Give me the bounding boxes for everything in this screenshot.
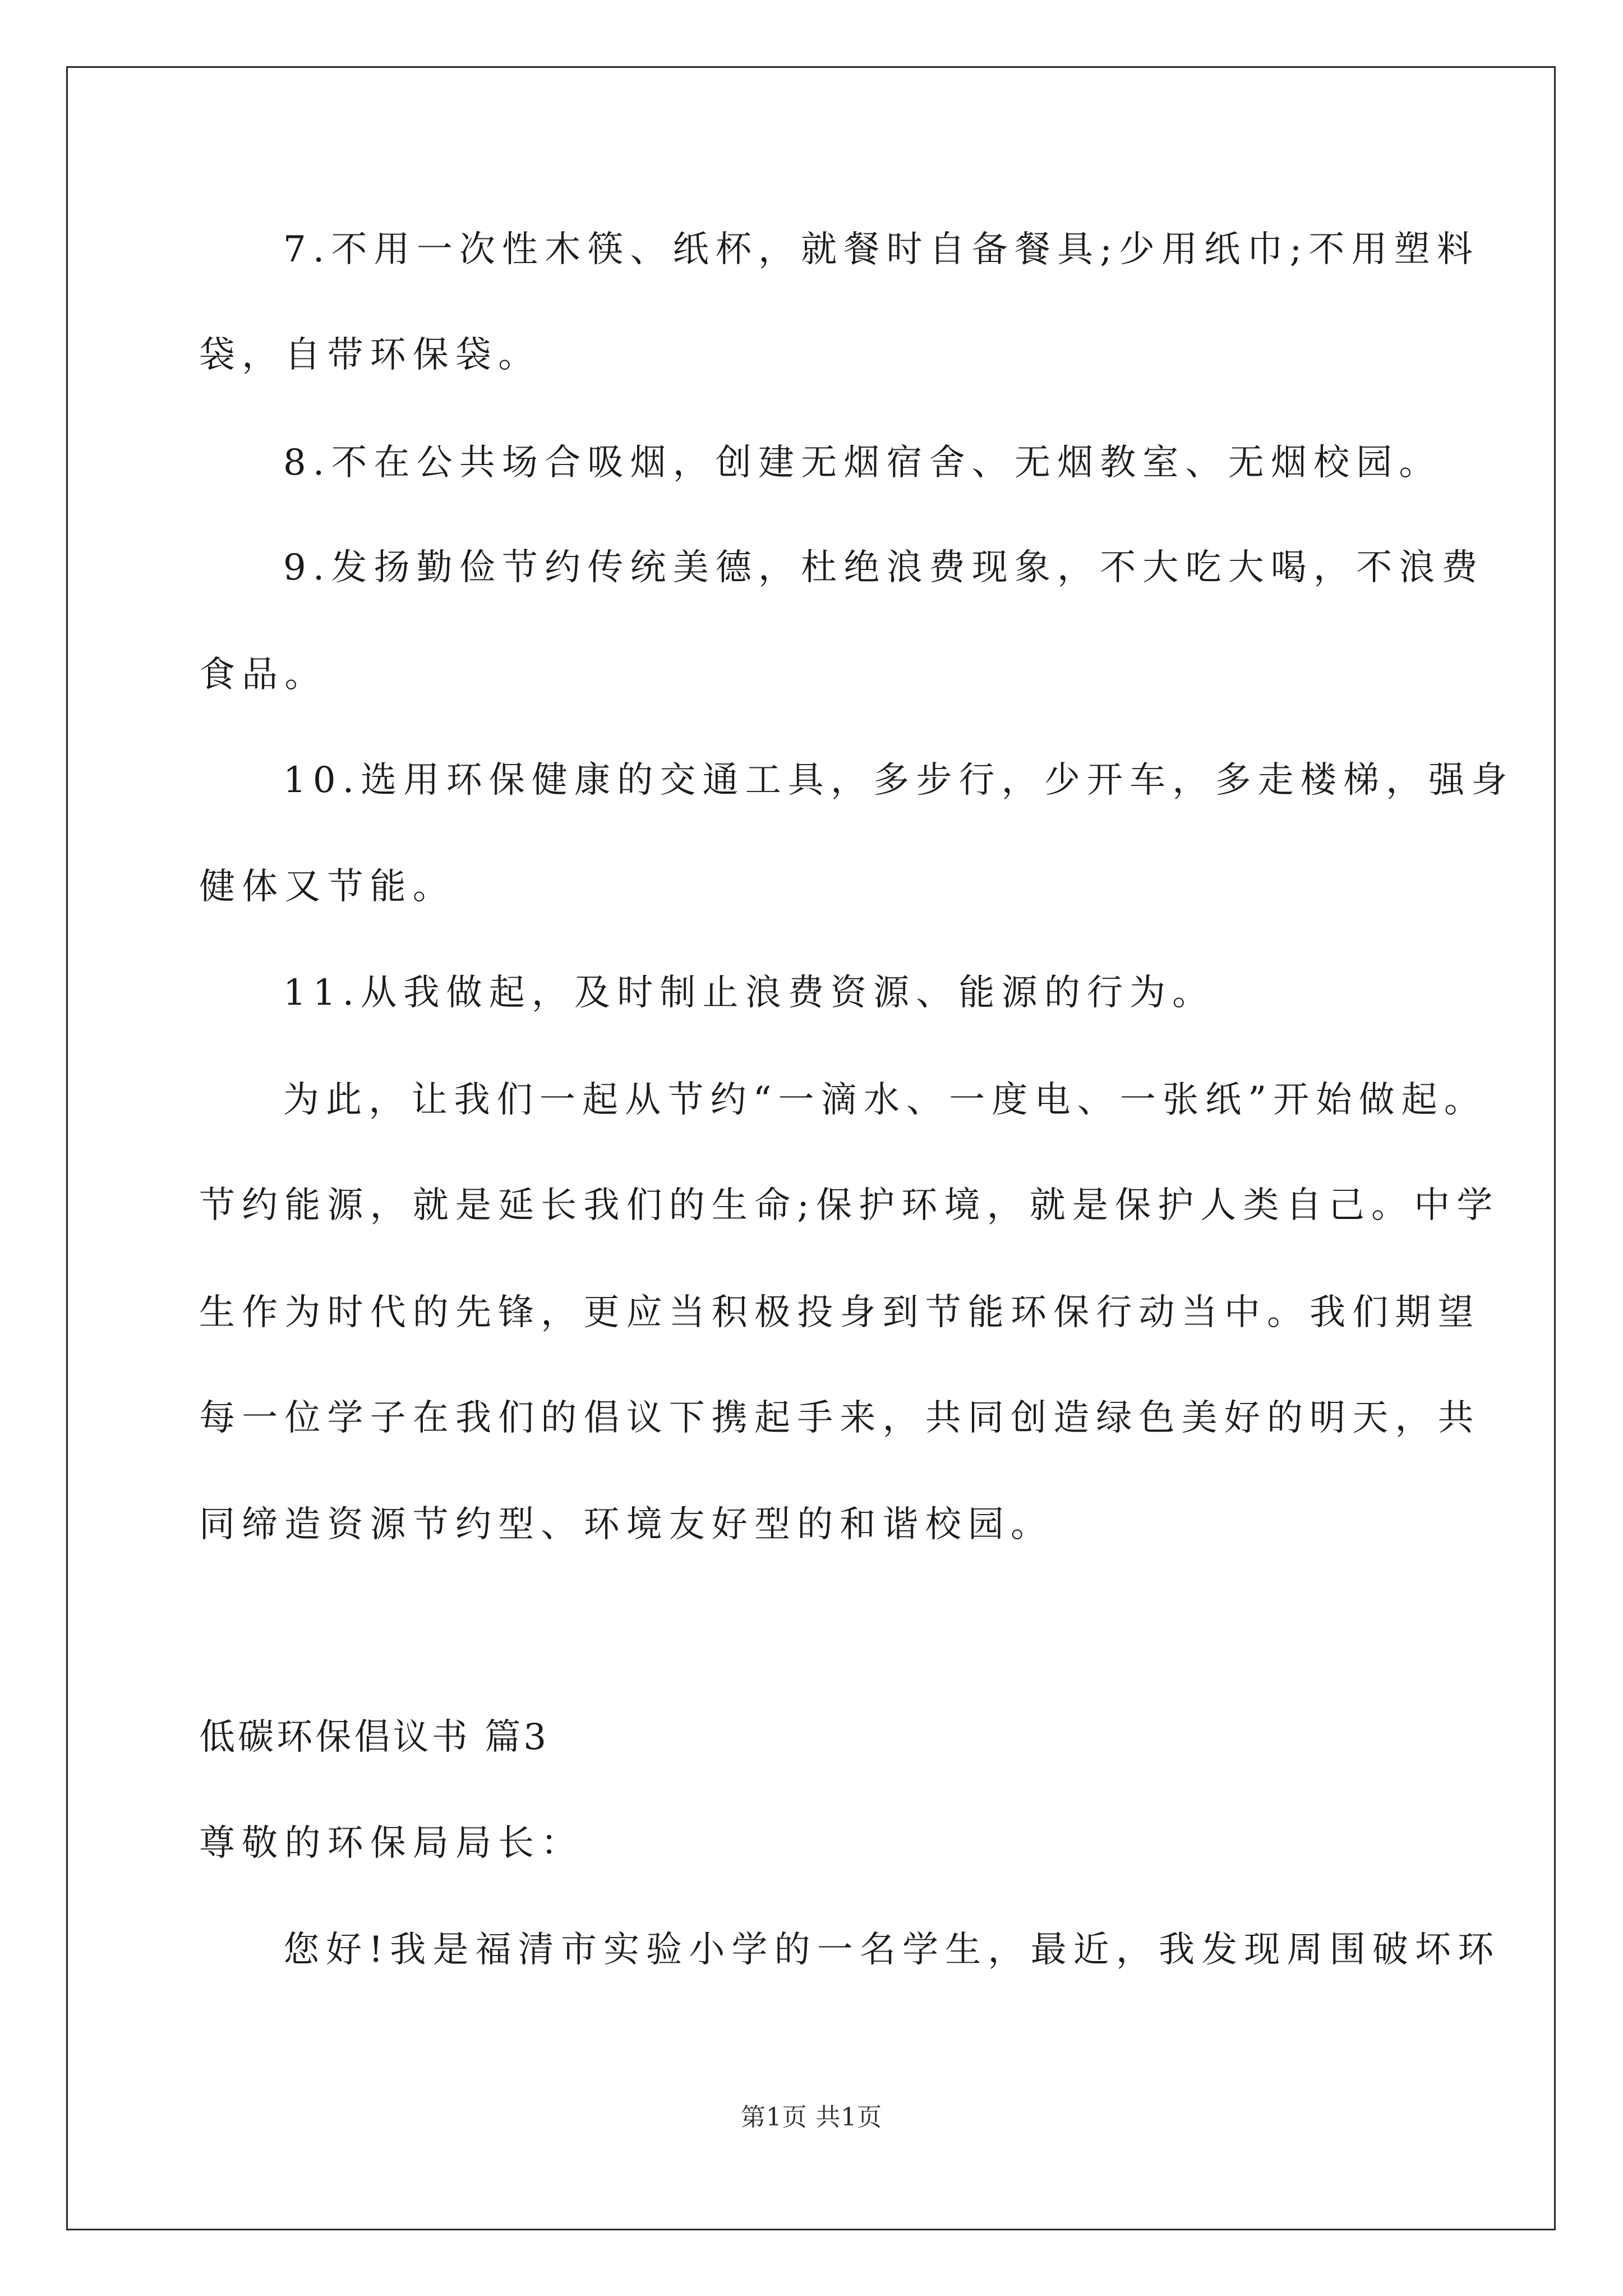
page-border: [66, 66, 1556, 2230]
paragraph-conclusion-line-4: 每一位学子在我们的倡议下携起手来，共同创造绿色美好的明天，共: [199, 1397, 1481, 1439]
paragraph-conclusion-line-5: 同缔造资源节约型、环境友好型的和谐校园。: [199, 1504, 1054, 1545]
paragraph-item-9-line-2: 食品。: [199, 654, 328, 696]
paragraph-item-10-line-1: 10.选用环保健康的交通工具，多步行，少开车，多走楼梯，强身: [283, 760, 1514, 801]
paragraph-conclusion-line-2: 节约能源，就是延长我们的生命;保护环境，就是保护人类自己。中学: [199, 1185, 1500, 1226]
section-heading: 低碳环保倡议书 篇3: [199, 1717, 550, 1758]
paragraph-conclusion-line-1: 为此，让我们一起从节约“一滴水、一度电、一张纸”开始做起。: [283, 1079, 1487, 1121]
letter-salutation: 尊敬的环保局局长：: [199, 1823, 584, 1864]
paragraph-item-7-line-2: 袋，自带环保袋。: [199, 334, 541, 376]
paragraph-conclusion-line-3: 生作为时代的先锋，更应当积极投身到节能环保行动当中。我们期望: [199, 1292, 1481, 1333]
paragraph-item-8: 8.不在公共场合吸烟，创建无烟宿舍、无烟教室、无烟校园。: [283, 442, 1442, 484]
paragraph-item-7-line-1: 7.不用一次性木筷、纸杯，就餐时自备餐具;少用纸巾;不用塑料: [283, 229, 1479, 270]
paragraph-item-9-line-1: 9.发扬勤俭节约传统美德，杜绝浪费现象，不大吃大喝，不浪费: [283, 547, 1484, 588]
letter-opening-line: 您好!我是福清市实验小学的一名学生，最近，我发现周围破坏环: [283, 1929, 1501, 1971]
page-footer: 第1页 共1页: [740, 2103, 883, 2132]
paragraph-item-11: 11.从我做起，及时制止浪费资源、能源的行为。: [283, 972, 1215, 1014]
paragraph-item-10-line-2: 健体又节能。: [199, 866, 455, 908]
